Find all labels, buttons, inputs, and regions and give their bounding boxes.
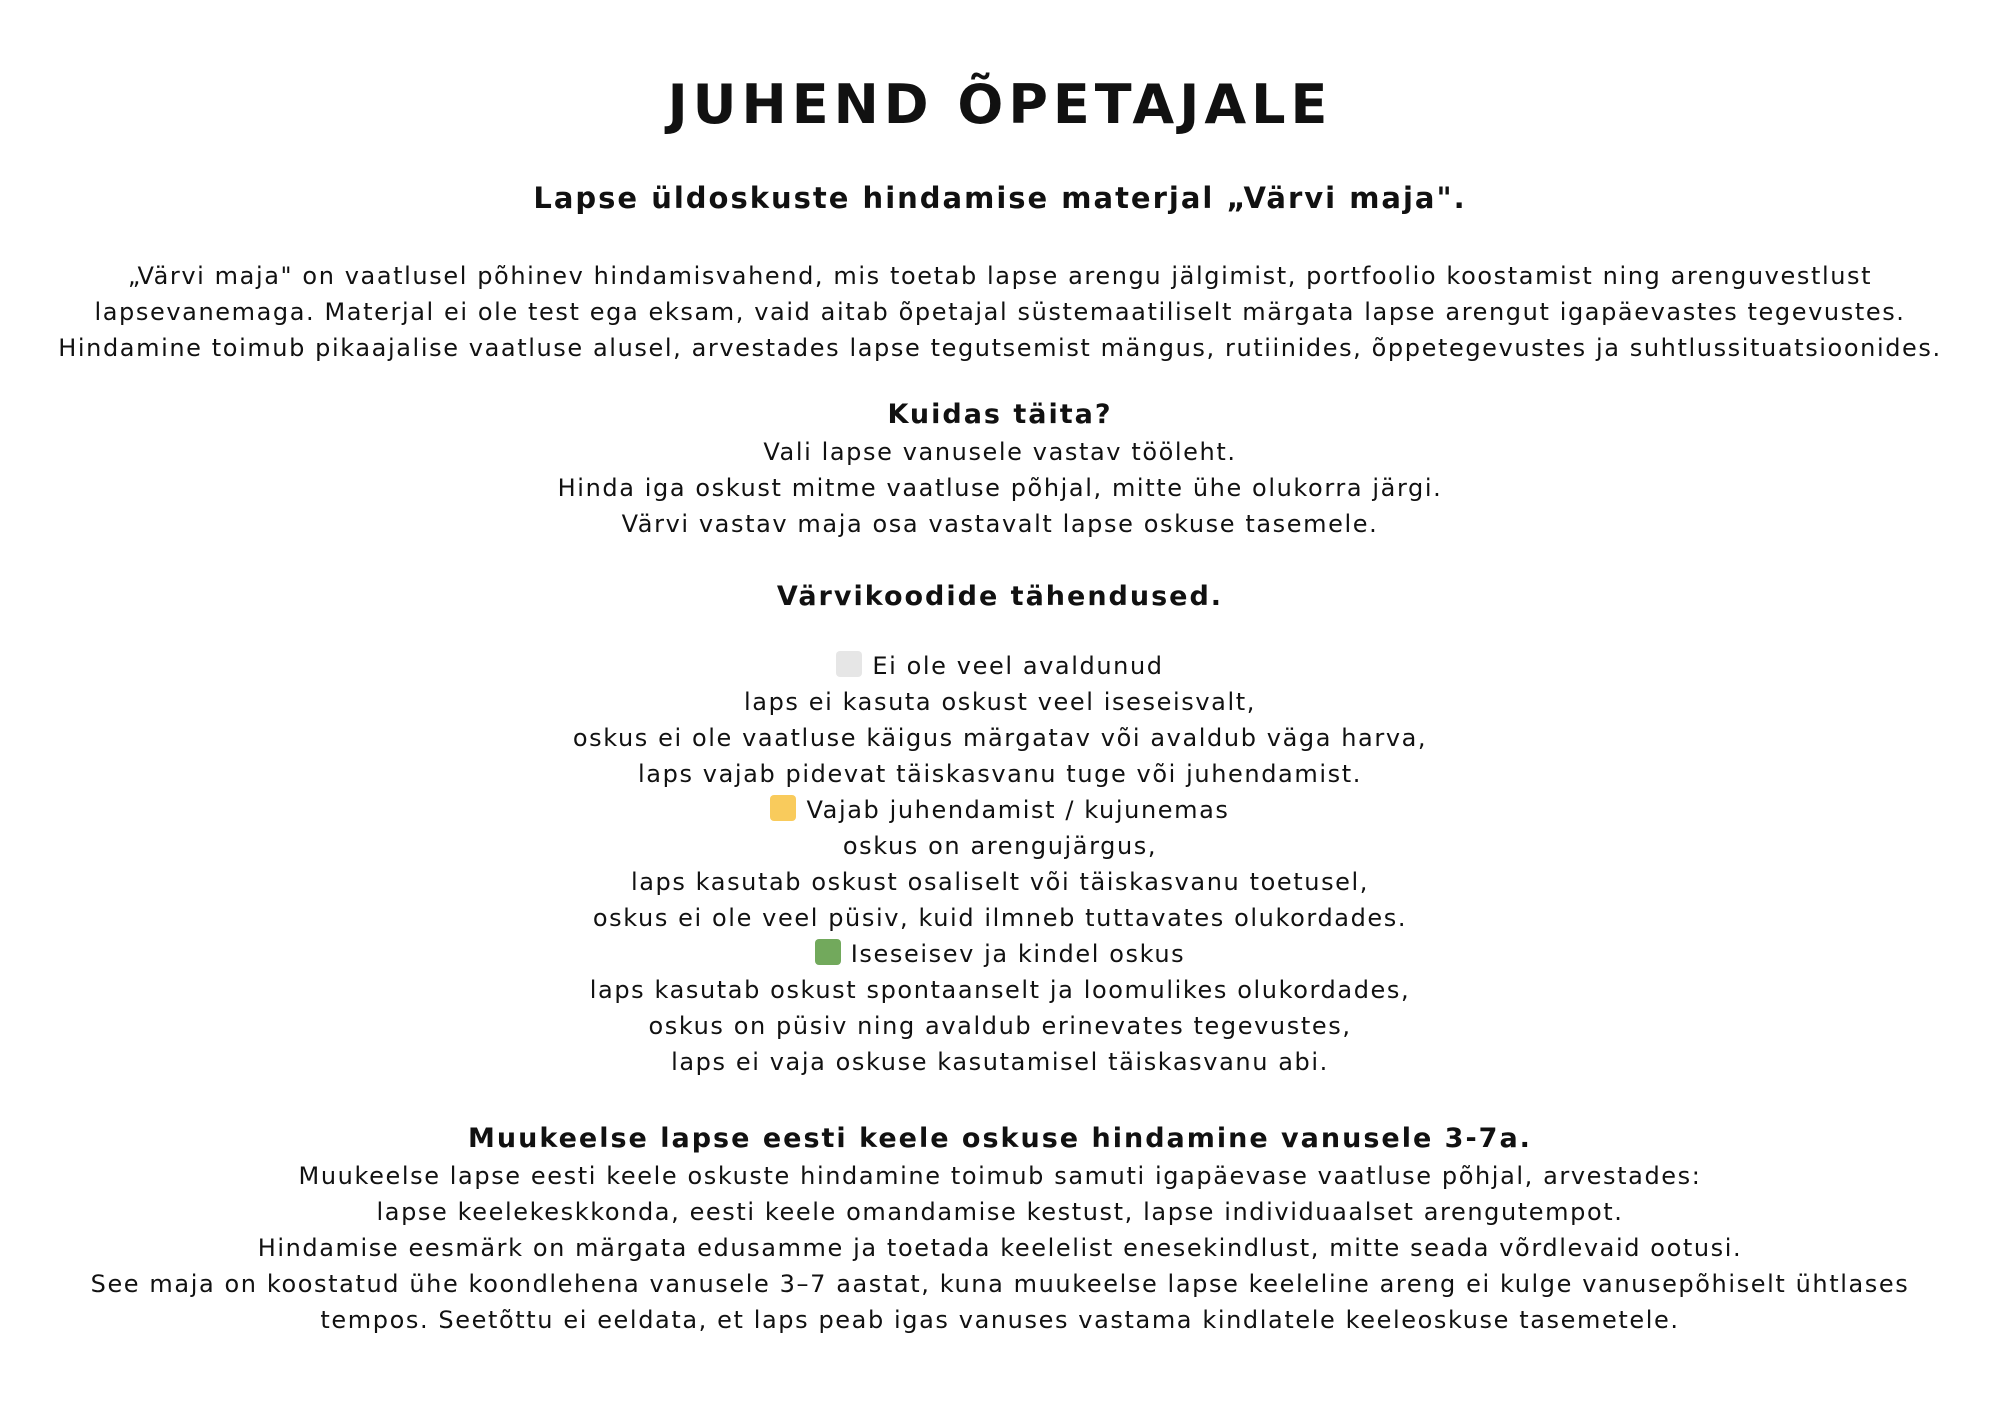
legend-level-title (0, 936, 2000, 972)
legend-level-label: Ei ole veel avaldunud (872, 652, 1164, 680)
legend-level-line: oskus ei ole vaatluse käigus märgatav või avaldub väga harva, (572, 724, 1428, 752)
legend-level-line: laps ei kasuta oskust veel iseseisvalt, (744, 688, 1256, 716)
legend-level-title (0, 648, 2000, 684)
language-assessment-line: Muukeelse lapse eesti keele oskuste hindamine toimub samuti igapäevase vaatluse põhjal, arvestades: (298, 1162, 1702, 1190)
legend-level-line: laps ei vaja oskuse kasutamisel täiskasvanu abi. (671, 1048, 1329, 1076)
legend-level-line: laps vajab pidevat täiskasvanu tuge või juhendamist. (638, 760, 1362, 788)
color-codes-heading: Värvikoodide tähendused. (776, 581, 1224, 612)
how-to-fill-heading: Kuidas täita? (887, 399, 1113, 430)
legend-level-title (0, 792, 2000, 828)
legend-level-line: laps kasutab oskust spontaanselt ja loomulikes olukordades, (589, 976, 1411, 1004)
how-to-fill-line: Hinda iga oskust mitme vaatluse põhjal, mitte ühe olukorra järgi. (557, 474, 1443, 502)
color-legend (0, 648, 2000, 1080)
legend-level-line: oskus ei ole veel püsiv, kuid ilmneb tuttavates olukordades. (592, 904, 1408, 932)
language-assessment-line: Hindamise eesmärk on märgata edusamme ja toetada keelelist enesekindlust, mitte seada võrdlevaid ootusi. (257, 1234, 1743, 1262)
legend-level-label: Iseseisev ja kindel oskus (850, 940, 1186, 968)
legend-level-developing (0, 792, 2000, 936)
yellow-swatch-icon (770, 795, 796, 821)
legend-level-line: laps kasutab oskust osaliselt või täiskasvanu toetusel, (630, 868, 1370, 896)
intro-line: lapsevanemaga. Materjal ei ole test ega eksam, vaid aitab õpetajal süstemaatiliselt märgata lapse arengut igapäevastes tegevustes. (94, 298, 1906, 326)
page-subtitle: Lapse üldoskuste hindamise materjal „Värvi maja". (533, 181, 1467, 215)
legend-level-not-yet (0, 648, 2000, 792)
intro-line: Hindamine toimub pikaajalise vaatluse alusel, arvestades lapse tegutsemist mängus, rutiinides, õppetegevustes ja suhtlussituatsioonides. (58, 334, 1942, 362)
how-to-fill-section (0, 396, 2000, 542)
intro-section (0, 258, 2000, 366)
legend-level-label: Vajab juhendamist / kujunemas (806, 796, 1230, 824)
color-codes-section (0, 578, 2000, 1080)
legend-level-independent (0, 936, 2000, 1080)
language-assessment-heading: Muukeelse lapse eesti keele oskuse hindamine vanusele 3-7a. (468, 1123, 1532, 1154)
language-assessment-line: See maja on koostatud ühe koondlehena vanusele 3–7 aastat, kuna muukeelse lapse keeleline areng ei kulge vanusepõhiselt ühtlases (90, 1270, 1910, 1298)
language-assessment-line: tempos. Seetõttu ei eeldata, et laps peab igas vanuses vastama kindlatele keeleoskuse tasemetele. (320, 1306, 1680, 1334)
legend-level-line: oskus on püsiv ning avaldub erinevates tegevustes, (648, 1012, 1352, 1040)
gray-swatch-icon (836, 651, 862, 677)
green-swatch-icon (815, 939, 841, 965)
language-assessment-line: lapse keelekeskkonda, eesti keele omandamise kestust, lapse individuaalset arengutempot. (376, 1198, 1624, 1226)
page-title: JUHEND ÕPETAJALE (667, 73, 1333, 136)
how-to-fill-line: Värvi vastav maja osa vastavalt lapse oskuse tasemele. (621, 510, 1379, 538)
how-to-fill-line: Vali lapse vanusele vastav tööleht. (763, 438, 1237, 466)
language-assessment-section (0, 1120, 2000, 1338)
legend-level-line: oskus on arengujärgus, (842, 832, 1158, 860)
intro-line: „Värvi maja" on vaatlusel põhinev hindamisvahend, mis toetab lapse arengu jälgimist, portfoolio koostamist ning arenguvestlust (127, 262, 1873, 290)
